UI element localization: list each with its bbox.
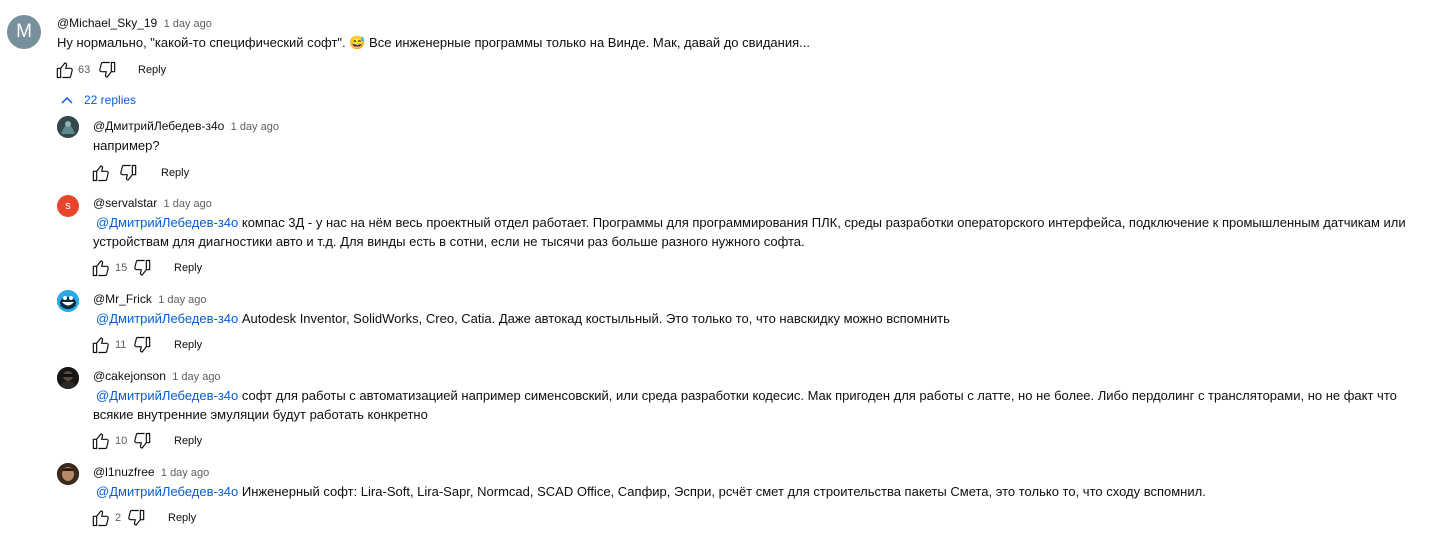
like-icon[interactable] bbox=[54, 60, 74, 80]
comment-header bbox=[93, 292, 207, 306]
reply-button[interactable]: Reply bbox=[174, 262, 203, 274]
author-name[interactable]: @servalstar bbox=[93, 196, 158, 210]
like-icon[interactable] bbox=[90, 258, 110, 278]
like-count: 11 bbox=[115, 339, 127, 351]
timestamp[interactable]: 1 day ago bbox=[230, 121, 279, 133]
replies-count-label: 22 replies bbox=[84, 93, 137, 107]
dislike-icon[interactable] bbox=[119, 163, 139, 183]
author-name[interactable]: @Michael_Sky_19 bbox=[57, 16, 158, 30]
mention-link[interactable]: @ДмитрийЛебедев-з4о bbox=[96, 311, 239, 326]
like-count: 10 bbox=[115, 435, 128, 447]
mention-link[interactable]: @ДмитрийЛебедев-з4о bbox=[96, 484, 239, 499]
comment-text-body: например? bbox=[93, 138, 160, 153]
comment-text bbox=[93, 136, 1413, 155]
reply-button[interactable]: Reply bbox=[138, 64, 167, 76]
chevron-up-icon bbox=[60, 93, 74, 107]
comment-header bbox=[93, 119, 279, 133]
comment-text: Ну нормально, "какой-то специфический софт". 😅 Все инженерные программы только на Винде. Мак, давай до свидания... bbox=[57, 35, 810, 50]
comment-text-body: компас 3Д - у нас на нём весь проектный отдел работает. Программы для программирования ПЛК, среды разработки операторского интерфейса, подключение к промышленным датчикам или устройствам для диагностики авто и т.д. Для винды есть в сотни, если не тысячи раз больше разного нужного софта. bbox=[93, 215, 1406, 249]
mention-link[interactable]: @ДмитрийЛебедев-з4о bbox=[96, 388, 239, 403]
reply-button[interactable]: Reply bbox=[174, 339, 203, 351]
comment-text bbox=[93, 309, 1423, 328]
avatar[interactable] bbox=[57, 290, 79, 312]
avatar[interactable] bbox=[57, 463, 79, 485]
like-icon[interactable] bbox=[90, 335, 110, 355]
replies-toggle-button[interactable] bbox=[60, 93, 136, 107]
author-name[interactable]: @Mr_Frick bbox=[93, 292, 152, 306]
mention-link[interactable]: @ДмитрийЛебедев-з4о bbox=[96, 215, 239, 230]
timestamp[interactable]: 1 day ago bbox=[163, 198, 212, 210]
comment-actions bbox=[90, 431, 202, 451]
comment-text-body: Инженерный софт: Lira-Soft, Lira-Sapr, Normcad, SCAD Office, Сапфир, Эспри, рсчёт смет для строительства пакеты Смета, это только то, что сходу вспомнил. bbox=[238, 484, 1206, 499]
dislike-icon[interactable] bbox=[133, 258, 153, 278]
dislike-icon[interactable] bbox=[98, 60, 118, 80]
comment-text-body: софт для работы с автоматизацией например сименсовский, или среда разработки кодесис. Мак пригоден для работы с латте, но не более. Либо пердолинг с трансляторами, но не факт что всякие внутренние эмуляции будут работать конкретно bbox=[93, 388, 1397, 422]
author-name[interactable]: @cakejonson bbox=[93, 369, 166, 383]
like-icon[interactable] bbox=[90, 508, 110, 528]
author-name[interactable]: @ДмитрийЛебедев-з4о bbox=[93, 119, 225, 133]
like-count: 15 bbox=[115, 262, 128, 274]
comment-text bbox=[93, 386, 1423, 424]
avatar-letter: s bbox=[65, 200, 71, 212]
avatar[interactable] bbox=[7, 15, 41, 49]
like-icon[interactable] bbox=[90, 431, 110, 451]
reply-button[interactable]: Reply bbox=[168, 512, 197, 524]
timestamp[interactable]: 1 day ago bbox=[160, 467, 210, 479]
reply-button[interactable]: Reply bbox=[161, 167, 190, 179]
comment-header bbox=[93, 465, 209, 479]
author-name[interactable]: @l1nuzfree bbox=[93, 465, 155, 479]
comment-actions bbox=[90, 335, 202, 355]
timestamp[interactable]: 1 day ago bbox=[158, 294, 207, 306]
avatar[interactable] bbox=[57, 367, 79, 389]
dislike-icon[interactable] bbox=[133, 431, 153, 451]
comment-text-body: Autodesk Inventor, SolidWorks, Creo, Catia. Даже автокад костыльный. Это только то, что навскидку можно вспомнить bbox=[241, 311, 950, 326]
comment-actions bbox=[90, 258, 202, 278]
dislike-icon[interactable] bbox=[133, 335, 153, 355]
like-icon[interactable] bbox=[90, 163, 110, 183]
dislike-icon[interactable] bbox=[127, 508, 147, 528]
reply-button[interactable]: Reply bbox=[174, 435, 203, 447]
comment-actions bbox=[90, 508, 196, 528]
avatar[interactable] bbox=[57, 195, 79, 217]
comment-header bbox=[93, 196, 212, 210]
avatar-letter: M bbox=[16, 21, 32, 42]
comment-header bbox=[57, 16, 212, 30]
avatar[interactable] bbox=[57, 116, 79, 138]
comment-text bbox=[93, 482, 1423, 501]
timestamp[interactable]: 1 day ago bbox=[172, 371, 221, 383]
like-count: 63 bbox=[78, 64, 91, 76]
comment-actions bbox=[54, 60, 166, 80]
comment-text bbox=[93, 213, 1423, 251]
like-count: 2 bbox=[115, 512, 122, 524]
timestamp[interactable]: 1 day ago bbox=[163, 18, 212, 30]
comment-actions bbox=[90, 163, 189, 183]
comment-header bbox=[93, 369, 221, 383]
